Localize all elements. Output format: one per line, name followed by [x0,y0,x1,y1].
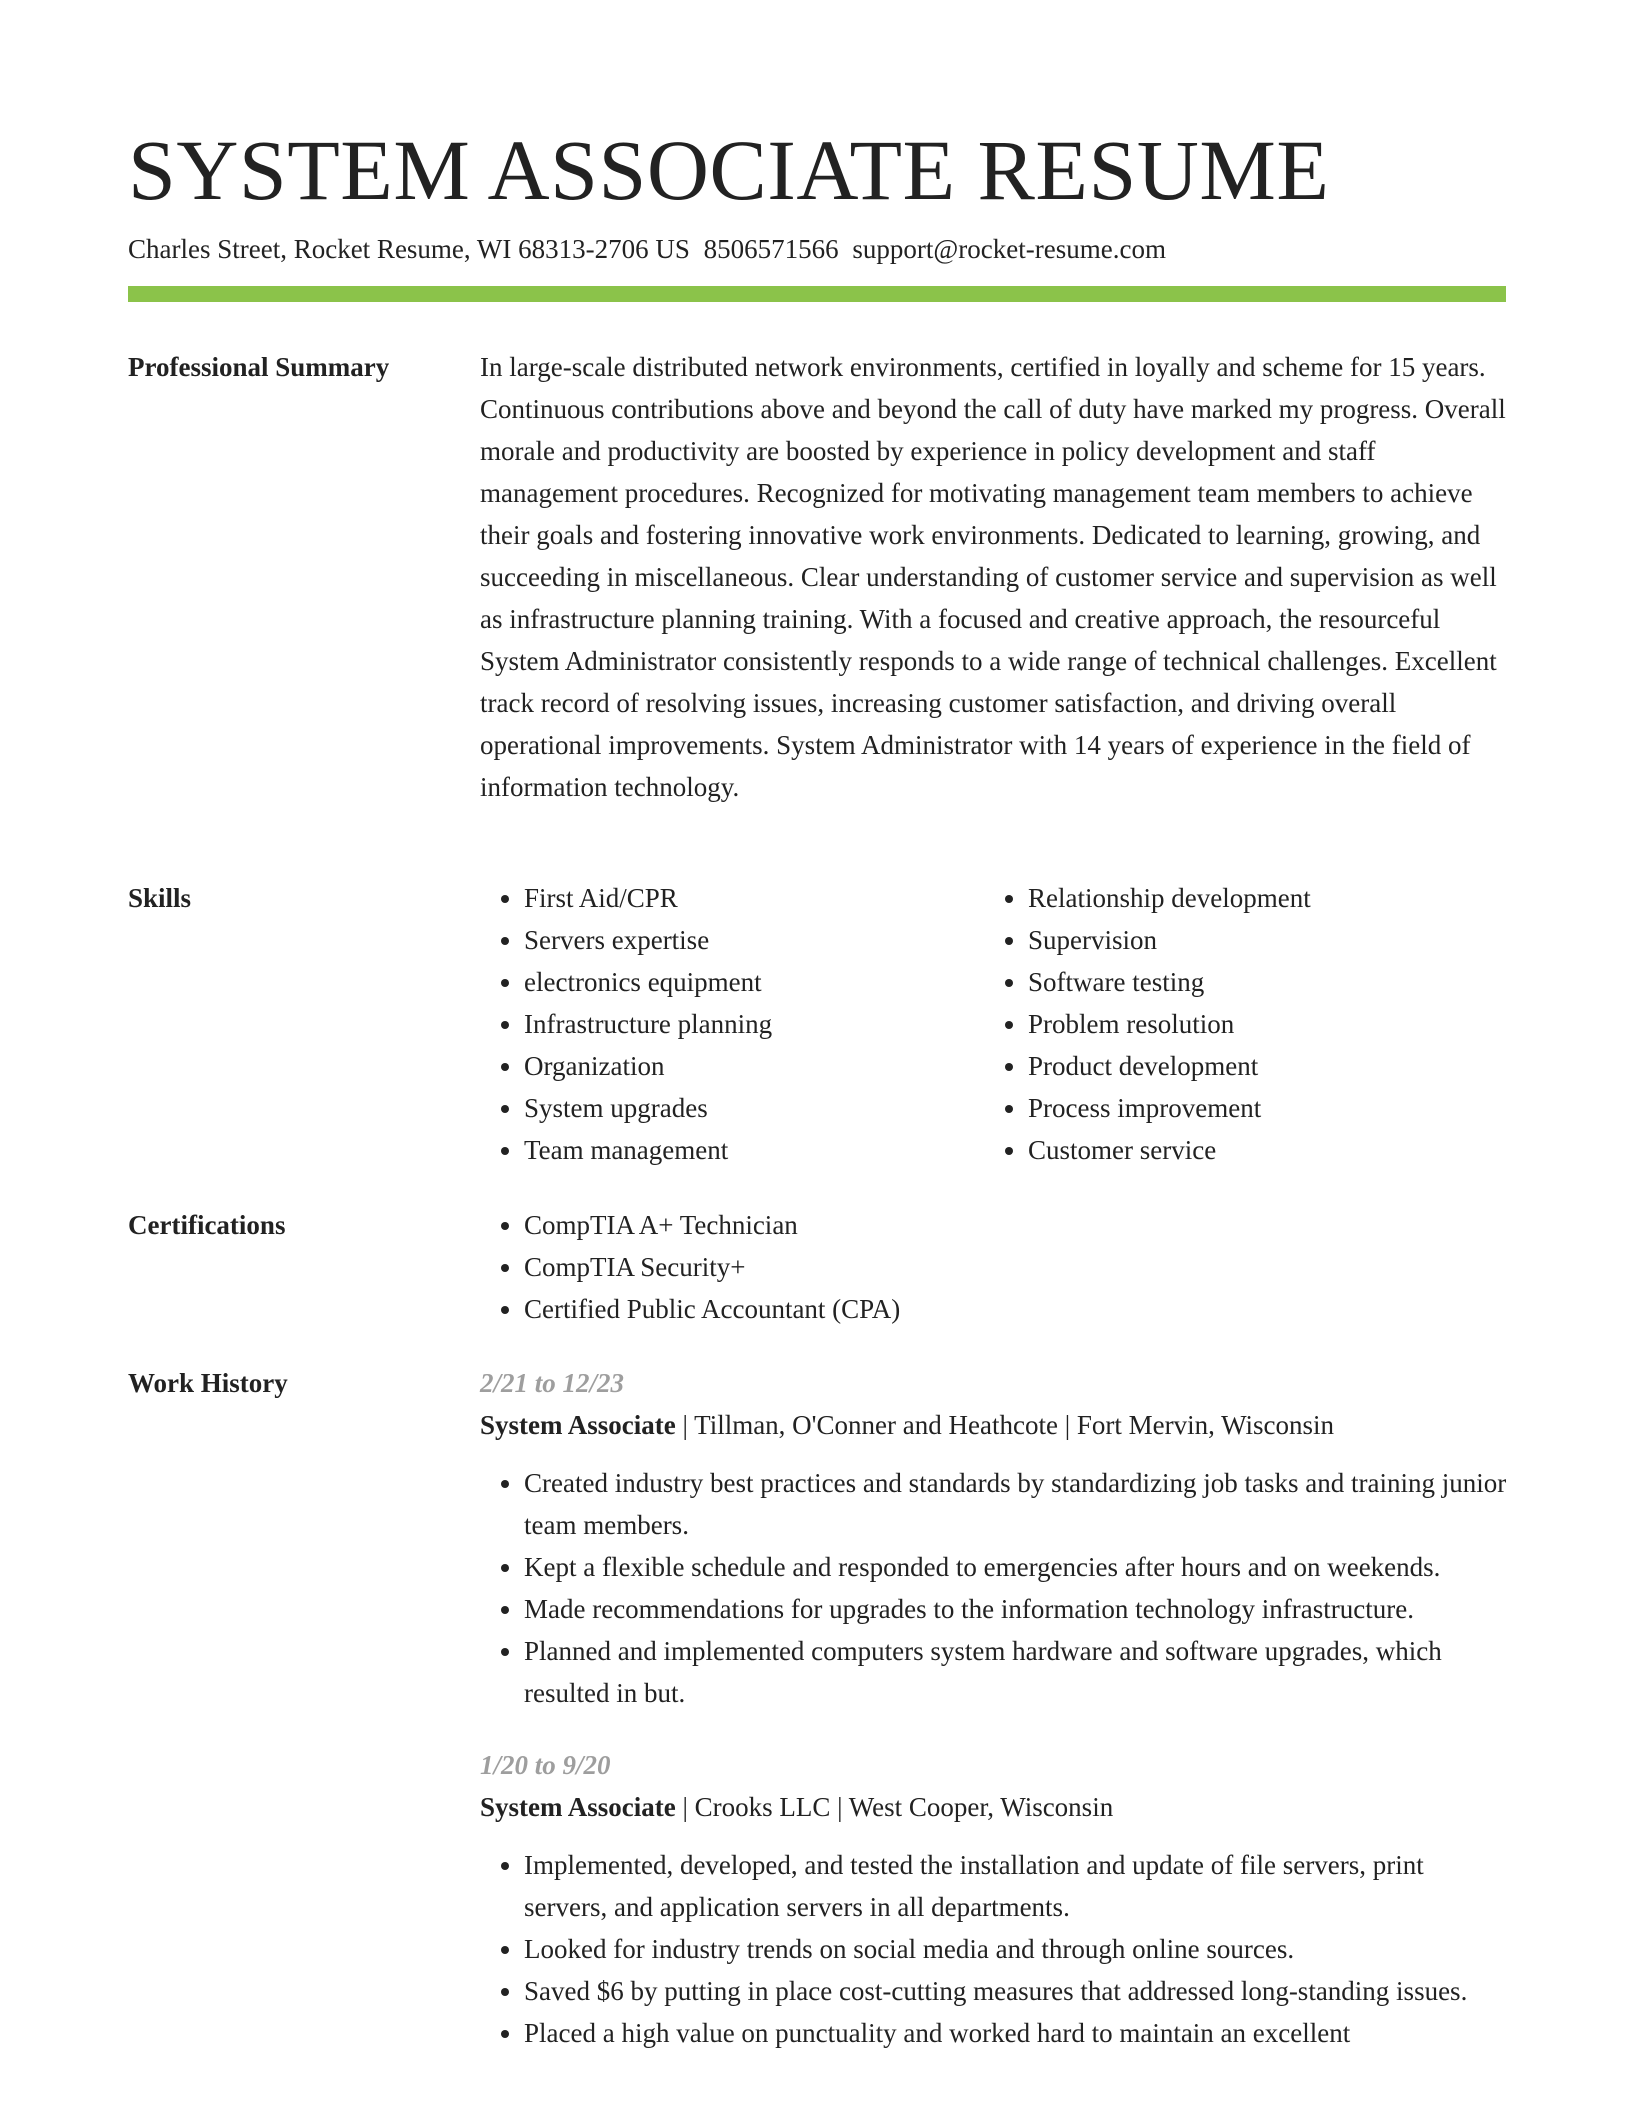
certification-item: • Certified Public Accountant (CPA) [524,1288,1508,1330]
skill-item: • Supervision [1028,919,1488,961]
skill-item: • Servers expertise [524,919,984,961]
job-bullet: • Planned and implemented computers system hardware and software upgrades, which resulted in but. [524,1630,1508,1714]
job-bullets [480,1844,1508,2054]
job-entry [480,1744,1508,2054]
job-bullet: • Created industry best practices and standards by standardizing job tasks and training junior team members. [524,1462,1508,1546]
skill-item: • Team management [524,1129,984,1171]
skills-column-left [480,877,984,1171]
skills-column-right [984,877,1488,1171]
skill-item: • electronics equipment [524,961,984,1003]
certifications-body [480,1204,1508,1330]
skill-item: • Problem resolution [1028,1003,1488,1045]
skills-list-left [480,877,984,1171]
skill-item: • Infrastructure planning [524,1003,984,1045]
certification-item: • CompTIA A+ Technician [524,1204,1508,1246]
resume-title: SYSTEM ASSOCIATE RESUME [128,122,1330,218]
job-details: | Crooks LLC | West Cooper, Wisconsin [682,1792,1114,1822]
job-dates: 1/20 to 9/20 [480,1750,611,1780]
certification-item: • CompTIA Security+ [524,1246,1508,1288]
skill-item: • Customer service [1028,1129,1488,1171]
skill-item: • System upgrades [524,1087,984,1129]
contact-phone: 8506571566 [703,234,839,264]
job-heading [480,1786,1508,1828]
skill-item: • Organization [524,1045,984,1087]
skills-list-right [984,877,1488,1171]
contact-address: Charles Street, Rocket Resume, WI 68313-2706 US [128,234,690,264]
job-bullet: • Placed a high value on punctuality and worked hard to maintain an excellent [524,2012,1508,2054]
job-dates: 2/21 to 12/23 [480,1368,625,1398]
job-heading [480,1404,1508,1446]
summary-text: In large-scale distributed network environments, certified in loyally and scheme for 15 years. Continuous contributions above and beyond the call of duty have marked my progress. Overall morale and productivity are boosted by experience in policy development and staff management procedures. Recognized for motivating management team members to achieve their goals and fostering innovative work environments. Dedicated to learning, growing, and succeeding in miscellaneous. Clear understanding of customer service and supervision as well as infrastructure planning training. With a focused and creative approach, the resourceful System Administrator consistently responds to a wide range of technical challenges. Excellent track record of resolving issues, increasing customer satisfaction, and driving overall operational improvements. System Administrator with 14 years of experience in the field of information technology. [480,352,1506,802]
summary-body [480,346,1508,808]
accent-divider [128,286,1506,302]
contact-email[interactable]: support@rocket-resume.com [852,234,1166,264]
skill-item: • Process improvement [1028,1087,1488,1129]
job-bullet: • Saved $6 by putting in place cost-cutting measures that addressed long-standing issues. [524,1970,1508,2012]
section-label-skills: Skills [128,883,192,913]
skills-body [480,877,1508,1171]
job-bullet: • Kept a flexible schedule and responded to emergencies after hours and on weekends. [524,1546,1508,1588]
certifications-list [480,1204,1508,1330]
section-label-certifications: Certifications [128,1210,286,1240]
contact-line [128,230,1166,268]
job-bullet: • Implemented, developed, and tested the installation and update of file servers, print servers, and application servers in all departments. [524,1844,1508,1928]
skill-item: • Product development [1028,1045,1488,1087]
job-details: | Tillman, O'Conner and Heathcote | Fort Mervin, Wisconsin [682,1410,1335,1440]
section-label-work-history: Work History [128,1368,288,1398]
skill-item: • Relationship development [1028,877,1488,919]
job-bullet: • Looked for industry trends on social media and through online sources. [524,1928,1508,1970]
job-title: System Associate [480,1792,676,1822]
job-bullets [480,1462,1508,1714]
job-bullet: • Made recommendations for upgrades to the information technology infrastructure. [524,1588,1508,1630]
work-history-body [480,1362,1508,2084]
skills-columns [480,877,1508,1171]
job-entry [480,1362,1508,1714]
skill-item: • First Aid/CPR [524,877,984,919]
skill-item: • Software testing [1028,961,1488,1003]
section-label-summary: Professional Summary [128,352,390,382]
job-title: System Associate [480,1410,676,1440]
